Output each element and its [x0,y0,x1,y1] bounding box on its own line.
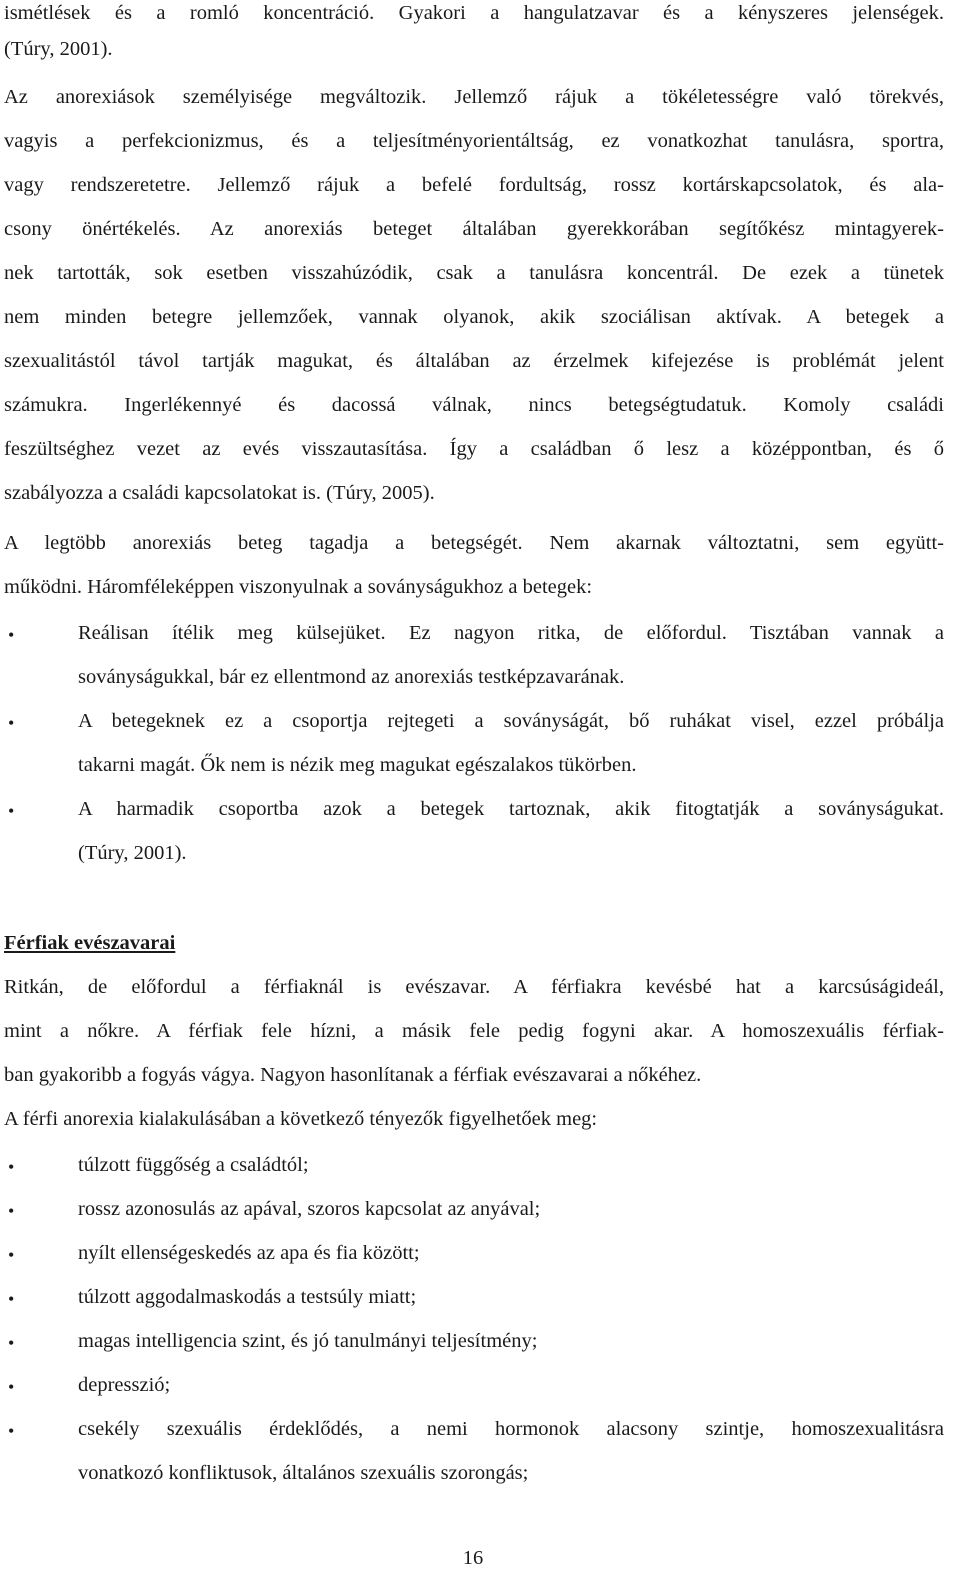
bullet-icon: • [8,801,15,821]
paragraph-line: vagy rendszeretetre. Jellemző rájuk a befelé fordultság, rossz kortárskapcsolatok, és ala- [4,174,944,196]
list-item: Reálisan ítélik meg külsejüket. Ez nagyon ritka, de előfordul. Tisztában vannak a [78,622,944,644]
section-heading: Férfiak evészavarai [4,932,176,954]
list-item: (Túry, 2001). [78,842,187,864]
paragraph-line: csony önértékelés. Az anorexiás beteget általában gyerekkorában segítőkész mintagyerek- [4,218,944,240]
paragraph-line: vagyis a perfekcionizmus, és a teljesítményorientáltság, ez vonatkozhat tanulásra, sportra, [4,130,944,152]
paragraph-line: nem minden betegre jellemzőek, vannak olyanok, akik szociálisan aktívak. A betegek a [4,306,944,328]
bullet-icon: • [8,1157,15,1177]
paragraph-line: szexualitástól távol tartják magukat, és általában az érzelmek kifejezése is problémát jelent [4,350,944,372]
paragraph-line: mint a nőkre. A férfiak fele hízni, a másik fele pedig fogyni akar. A homoszexuális férfiak- [4,1020,944,1042]
paragraph-line: nek tartották, sok esetben visszahúzódik, csak a tanulásra koncentrál. De ezek a tünetek [4,262,944,284]
bullet-icon: • [8,1333,15,1353]
paragraph-line: szabályozza a családi kapcsolatokat is. (Túry, 2005). [4,482,435,504]
bullet-icon: • [8,625,15,645]
bullet-icon: • [8,713,15,733]
bullet-icon: • [8,1245,15,1265]
list-item: csekély szexuális érdeklődés, a nemi hormonok alacsony szintje, homoszexualitásra [78,1418,944,1440]
list-item: depresszió; [78,1374,171,1396]
bullet-icon: • [8,1377,15,1397]
list-item: rossz azonosulás az apával, szoros kapcsolat az anyával; [78,1198,541,1220]
list-item: vonatkozó konfliktusok, általános szexuális szorongás; [78,1462,529,1484]
list-item: A betegeknek ez a csoportja rejtegeti a soványságát, bő ruhákat visel, ezzel próbálja [78,710,944,732]
list-item: magas intelligencia szint, és jó tanulmányi teljesítmény; [78,1330,538,1352]
list-item: túlzott aggodalmaskodás a testsúly miatt; [78,1286,417,1308]
paragraph-line: A legtöbb anorexiás beteg tagadja a betegségét. Nem akarnak változtatni, sem együtt- [4,532,944,554]
paragraph-line: számukra. Ingerlékennyé és dacossá válnak, nincs betegségtudatuk. Komoly családi [4,394,944,416]
paragraph-line: Ritkán, de előfordul a férfiaknál is evészavar. A férfiakra kevésbé hat a karcsúságideál, [4,976,944,998]
list-item: A harmadik csoportba azok a betegek tartoznak, akik fitogtatják a soványságukat. [78,798,944,820]
bullet-icon: • [8,1201,15,1221]
paragraph-line: feszültséghez vezet az evés visszautasítása. Így a családban ő lesz a középpontban, és ő [4,438,944,460]
paragraph-line: működni. Háromféleképpen viszonyulnak a soványságukhoz a betegek: [4,576,593,598]
list-item: túlzott függőség a családtól; [78,1154,309,1176]
list-item: soványságukkal, bár ez ellentmond az anorexiás testképzavarának. [78,666,625,688]
list-item: nyílt ellenségeskedés az apa és fia között; [78,1242,420,1264]
paragraph-line: ban gyakoribb a fogyás vágya. Nagyon hasonlítanak a férfiak evészavarai a nőkéhez. [4,1064,702,1086]
paragraph-line: ismétlések és a romló koncentráció. Gyakori a hangulatzavar és a kényszeres jelenségek. [4,2,944,24]
paragraph-line: Az anorexiások személyisége megváltozik. Jellemző rájuk a tökéletességre való törekvés, [4,86,944,108]
list-item: takarni magát. Ők nem is nézik meg magukat egészalakos tükörben. [78,754,637,776]
page-number: 16 [462,1547,484,1569]
paragraph-line: A férfi anorexia kialakulásában a következő tényezők figyelhetőek meg: [4,1108,598,1130]
bullet-icon: • [8,1289,15,1309]
bullet-icon: • [8,1421,15,1441]
paragraph-line: (Túry, 2001). [4,38,113,60]
